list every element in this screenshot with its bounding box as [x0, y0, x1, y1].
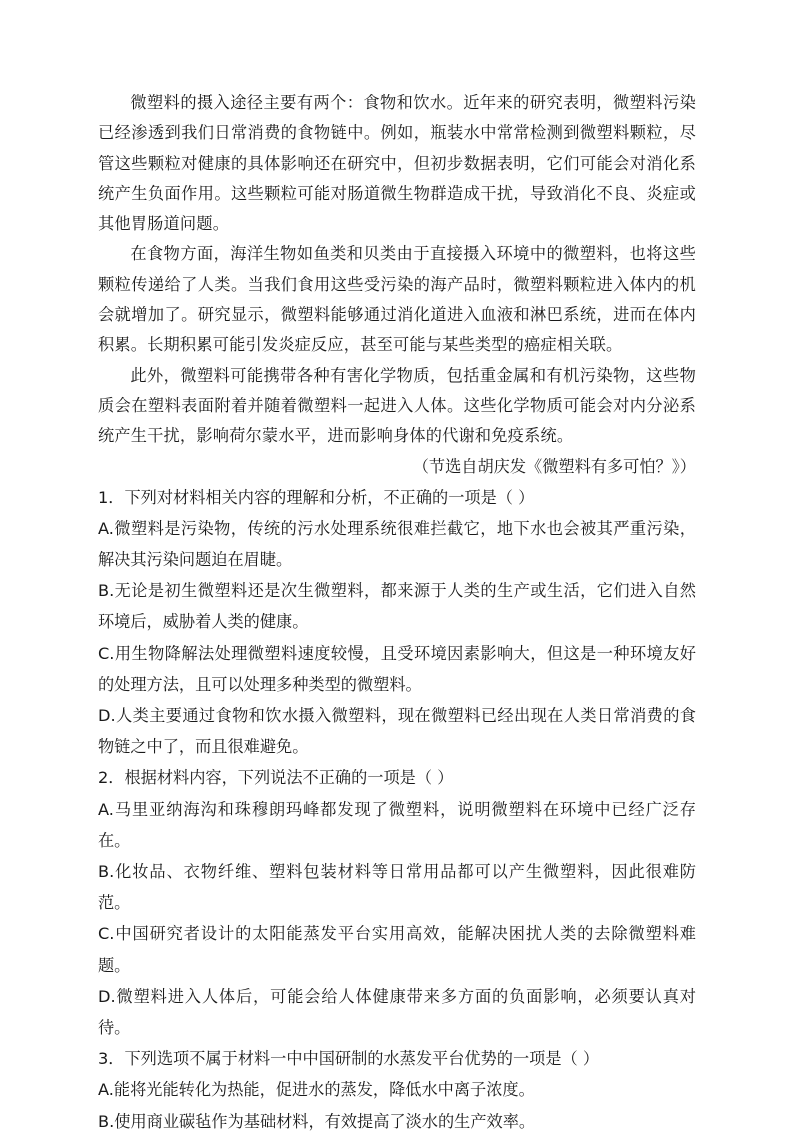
- passage-source: （节选自胡庆发《微塑料有多可怕？》）: [412, 456, 696, 476]
- question-2-stem: 2．根据材料内容，下列说法不正确的一项是（ ）: [98, 768, 454, 788]
- reading-passage: [98, 88, 696, 452]
- passage-paragraph-3: 此外，微塑料可能携带各种有害化学物质，包括重金属和有机污染物，这些物质会在塑料表面附着并随着微塑料一起进入人体。这些化学物质可能会对内分泌系统产生干扰，影响荷尔蒙水平，进而影响身体的代谢和免疫系统。: [98, 365, 696, 446]
- question-1-option-a: A.微塑料是污染物，传统的污水处理系统很难拦截它，地下水也会被其严重污染，解决其污染问题迫在眉睫。: [98, 518, 696, 569]
- question-2-option-c: C.中国研究者设计的太阳能蒸发平台实用高效，能解决困扰人类的去除微塑料难题。: [98, 924, 696, 975]
- question-list: [98, 482, 696, 1137]
- question-2-option-a: A.马里亚纳海沟和珠穆朗玛峰都发现了微塑料，说明微塑料在环境中已经广泛存在。: [98, 799, 696, 850]
- question-3-stem: 3．下列选项不属于材料一中中国研制的水蒸发平台优势的一项是（ ）: [98, 1049, 600, 1069]
- question-1-stem: 1．下列对材料相关内容的理解和分析，不正确的一项是（ ）: [98, 487, 535, 507]
- question-1-option-c: C.用生物降解法处理微塑料速度较慢，且受环境因素影响大，但这是一种环境友好的处理方法，且可以处理多种类型的微塑料。: [98, 643, 696, 694]
- question-3-option-b: B.使用商业碳毡作为基础材料，有效提高了淡水的生产效率。: [98, 1111, 536, 1131]
- document-content: [98, 88, 696, 1137]
- passage-paragraph-1: 微塑料的摄入途径主要有两个：食物和饮水。近年来的研究表明，微塑料污染已经渗透到我们日常消费的食物链中。例如，瓶装水中常常检测到微塑料颗粒，尽管这些颗粒对健康的具体影响还在研究中，但初步数据表明，它们可能会对消化系统产生负面作用。这些颗粒可能对肠道微生物群造成干扰，导致消化不良、炎症或其他胃肠道问题。: [98, 93, 696, 234]
- question-1-option-b: B.无论是初生微塑料还是次生微塑料，都来源于人类的生产或生活，它们进入自然环境后，威胁着人类的健康。: [98, 581, 696, 632]
- question-2-option-b: B.化妆品、衣物纤维、塑料包装材料等日常用品都可以产生微塑料，因此很难防范。: [98, 862, 696, 913]
- question-2-option-d: D.微塑料进入人体后，可能会给人体健康带来多方面的负面影响，必须要认真对待。: [98, 986, 696, 1038]
- question-1-option-d: D.人类主要通过食物和饮水摄入微塑料，现在微塑料已经出现在人类日常消费的食物链之中了，而且很难避免。: [98, 705, 696, 757]
- question-3-option-a: A.能将光能转化为热能，促进水的蒸发，降低水中离子浓度。: [98, 1080, 535, 1100]
- passage-paragraph-2: 在食物方面，海洋生物如鱼类和贝类由于直接摄入环境中的微塑料，也将这些颗粒传递给了人类。当我们食用这些受污染的海产品时，微塑料颗粒进入体内的机会就增加了。研究显示，微塑料能够通过消化道进入血液和淋巴系统，进而在体内积累。长期积累可能引发炎症反应，甚至可能与某些类型的癌症相关联。: [98, 244, 696, 355]
